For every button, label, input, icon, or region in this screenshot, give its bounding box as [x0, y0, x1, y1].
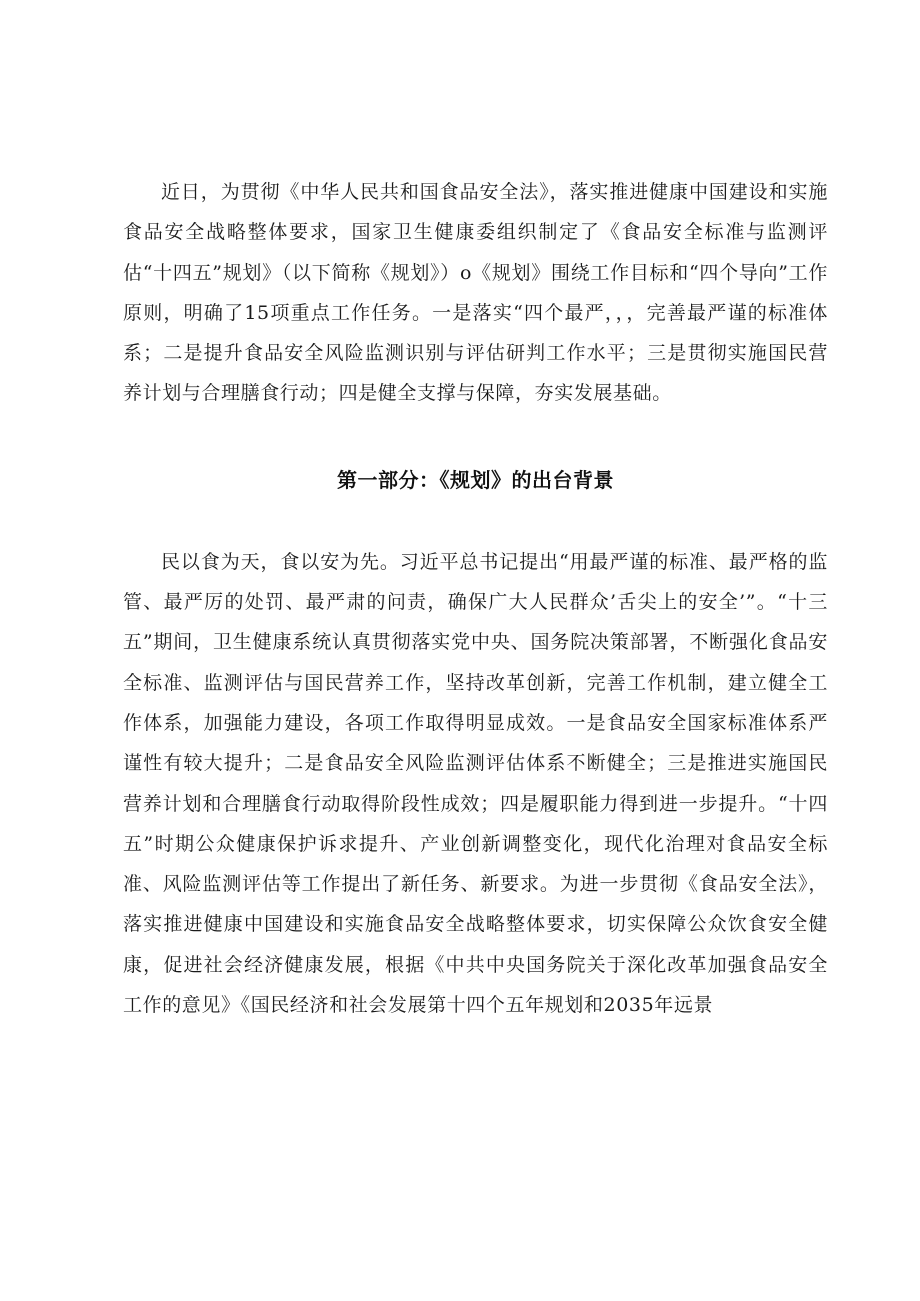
document-body	[123, 172, 828, 1025]
spacer	[123, 500, 828, 542]
section-heading: 第一部分：《规划》的出台背景	[337, 467, 614, 492]
spacer	[123, 414, 828, 460]
background-paragraph: 民以食为天，食以安为先。习近平总书记提出“用最严谨的标准、最严格的监管、最严厉的处罚、最严肃的问责，确保广大人民群众’舌尖上的安全’”。“十三五”期间，卫生健康系统认真贯彻落实党中央、国务院决策部署，不断强化食品安全标准、监测评估与国民营养工作，坚持改革创新，完善工作机制，建立健全工作体系，加强能力建设，各项工作取得明显成效。一是食品安全国家标准体系严谨性有较大提升；二是食品安全风险监测评估体系不断健全；三是推进实施国民营养计划和合理膳食行动取得阶段性成效；四是履职能力得到进一步提升。“十四五”时期公众健康保护诉求提升、产业创新调整变化，现代化治理对食品安全标准、风险监测评估等工作提出了新任务、新要求。为进一步贯彻《食品安全法》，落实推进健康中国建设和实施食品安全战略整体要求，切实保障公众饮食安全健康，促进社会经济健康发展，根据《中共中央国务院关于深化改革加强食品安全工作的意见》《国民经济和社会发展第十四个五年规划和2035年远景	[123, 550, 828, 1017]
intro-paragraph: 近日，为贯彻《中华人民共和国食品安全法》，落实推进健康中国建设和实施食品安全战略整体要求，国家卫生健康委组织制定了《食品安全标准与监测评估“十四五”规划》（以下简称《规划》）o《规划》围绕工作目标和“四个导向”工作原则，明确了15项重点工作任务。一是落实“四个最严，，，完善最严谨的标准体系；二是提升食品安全风险监测识别与评估研判工作水平；三是贯彻实施国民营养计划与合理膳食行动；四是健全支撑与保障，夯实发展基础。	[123, 181, 828, 405]
